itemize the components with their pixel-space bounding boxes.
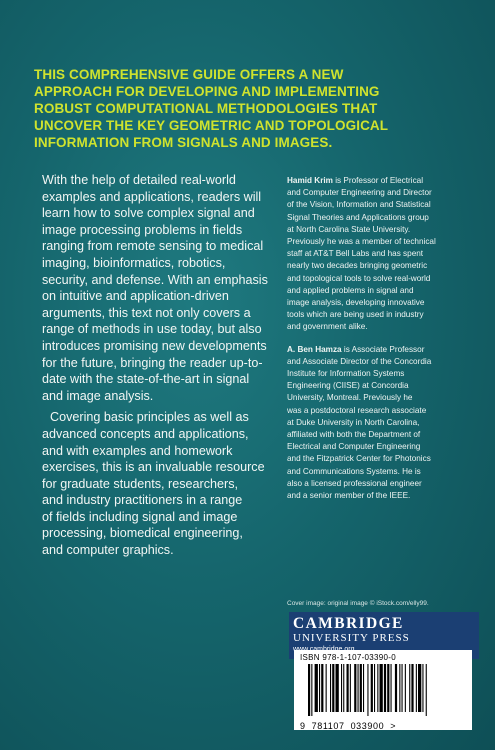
blurb	[34, 66, 474, 151]
barcode-bar	[426, 664, 427, 716]
barcode-bar	[343, 664, 344, 712]
barcode-bar	[377, 664, 378, 712]
blurb-line: THIS COMPREHENSIVE GUIDE OFFERS A NEW	[34, 67, 344, 82]
text-line: and industry practitioners in a range	[42, 493, 243, 508]
barcode-bar	[411, 664, 413, 712]
text-line: for graduate students, researchers,	[42, 476, 239, 491]
cover-credit: Cover image: original image © iStock.com/elly99.	[287, 600, 429, 607]
text-line: learn how to solve complex signal and	[42, 206, 255, 221]
barcode	[300, 664, 466, 731]
bio-line: and a senior member of the IEEE.	[287, 491, 411, 501]
bio-line: at Duke University in North Carolina,	[287, 417, 420, 427]
blurb-line: INFORMATION FROM SIGNALS AND IMAGES.	[34, 135, 333, 150]
barcode-digit-group2: 033900	[350, 721, 385, 731]
bio-line: Signal Theories and Applications group	[287, 212, 429, 222]
bio-line: and the Fitzpatrick Center for Photonics	[287, 454, 431, 464]
bio-line: image analysis, developing innovative	[287, 298, 425, 308]
barcode-bar	[418, 664, 421, 712]
text-line: processing, biomedical engineering,	[42, 526, 243, 541]
barcode-bar	[315, 664, 318, 712]
text-line: ranging from remote sensing to medical	[42, 239, 264, 254]
text-line: examples and applications, readers will	[42, 189, 262, 204]
description	[42, 172, 272, 559]
barcode-bar	[367, 664, 368, 716]
barcode-bar	[395, 664, 397, 712]
author-name: Hamid Krim	[287, 176, 333, 185]
author-bio-2	[287, 344, 475, 503]
text-line: Covering basic principles as well as	[50, 410, 249, 425]
barcode-bar	[350, 664, 351, 712]
barcode-bar	[374, 664, 375, 712]
bio-line: Institute for Information Systems	[287, 369, 405, 379]
text-line: on intuitive and application-driven	[42, 289, 229, 304]
barcode-bar	[358, 664, 359, 712]
text-line: imaging, bioinformatics, robotics,	[42, 255, 226, 270]
barcode-bar	[409, 664, 410, 712]
bio-line: and topological tools to solve real-world	[287, 273, 431, 283]
barcode-bars	[300, 664, 466, 716]
text-line: for the future, bringing the reader up-to-	[42, 355, 263, 370]
barcode-bar	[347, 664, 349, 712]
text-line: arguments, this text not only covers a	[42, 305, 251, 320]
barcode-digit-group1: 781107	[311, 721, 345, 731]
barcode-bar	[399, 664, 400, 712]
bio-line: and applied problems in signal and	[287, 285, 414, 295]
text-line: and image analysis.	[42, 388, 154, 403]
text-line: image processing problems in fields	[42, 222, 243, 237]
bio-line: and Computer Engineering and Director	[287, 188, 432, 198]
text-line: date with the state-of-the-art in signal	[42, 372, 250, 387]
bio-line: and Associate Director of the Concordia	[287, 356, 432, 366]
barcode-bar	[354, 664, 356, 712]
bio-line: affiliated with both the Department of	[287, 430, 421, 440]
bio-line: Engineering (CIISE) at Concordia	[287, 381, 409, 391]
barcode-bar	[341, 664, 342, 712]
isbn-label: ISBN 978-1-107-03390-0	[300, 653, 396, 662]
author-bio-1	[287, 175, 475, 334]
barcode-digits	[300, 721, 466, 731]
barcode-digit-first: 9	[300, 721, 306, 731]
bio-line: at North Carolina State University.	[287, 224, 411, 234]
blurb-line: UNCOVER THE KEY GEOMETRIC AND TOPOLOGICAL	[34, 118, 389, 133]
bio-line: is Professor of Electrical	[332, 176, 424, 185]
barcode-bar	[391, 664, 392, 712]
barcode-bar	[332, 664, 334, 712]
barcode-bar	[402, 664, 403, 712]
text-line: exercises, this is an invaluable resource	[42, 460, 265, 475]
publisher-name: CAMBRIDGE	[293, 615, 404, 632]
bio-line: and government alike.	[287, 322, 368, 332]
barcode-bar	[416, 664, 417, 712]
barcode-bar	[336, 664, 339, 712]
barcode-bar	[384, 664, 386, 712]
barcode-bar	[308, 664, 310, 716]
barcode-bar	[321, 664, 323, 712]
barcode-bar	[360, 664, 362, 712]
barcode-bar	[380, 664, 383, 712]
description-paragraph-2	[42, 409, 272, 558]
barcode-bar	[371, 664, 373, 712]
bio-line: and Communications Systems. He is	[287, 466, 421, 476]
bio-line: University, Montreal. Previously he	[287, 393, 413, 403]
blurb-line: APPROACH FOR DEVELOPING AND IMPLEMENTING	[34, 84, 380, 99]
text-line: range of methods in use today, but also	[42, 322, 262, 337]
bio-line: Electrical and Computer Engineering	[287, 442, 421, 452]
publisher-press: UNIVERSITY PRESS	[293, 632, 410, 644]
barcode-bar	[311, 664, 312, 716]
blurb-line: ROBUST COMPUTATIONAL METHODOLOGIES THAT	[34, 101, 378, 116]
barcode-bar	[330, 664, 331, 712]
text-line: and computer graphics.	[42, 543, 174, 558]
barcode-bar	[387, 664, 389, 712]
barcode-addon: >	[390, 721, 397, 731]
barcode-bar	[422, 664, 423, 712]
barcode-bar	[326, 664, 327, 712]
author-bios	[287, 175, 475, 502]
bio-line: staff at AT&T Bell Labs and has spent	[287, 249, 424, 259]
bio-line: of the Vision, Information and Statistical	[287, 200, 431, 210]
bio-line: is Associate Professor	[341, 344, 425, 354]
text-line: security, and defense. With an emphasis	[42, 272, 268, 287]
text-line: introduces promising new developments	[42, 338, 267, 353]
bio-line: nearly two decades bringing geometric	[287, 261, 428, 271]
isbn-barcode-box	[294, 650, 472, 730]
barcode-bar	[319, 664, 320, 712]
bio-line: tools which are being used in industry	[287, 310, 424, 320]
author-name: A. Ben Hamza	[287, 344, 342, 354]
description-paragraph-1	[42, 172, 272, 404]
text-line: advanced concepts and applications,	[42, 426, 249, 441]
text-line: of fields including signal and image	[42, 509, 238, 524]
barcode-bar	[405, 664, 406, 712]
bio-line: also a licensed professional engineer	[287, 478, 422, 488]
bio-line: Previously he was a member of technical	[287, 237, 436, 247]
bio-line: was a postdoctoral research associate	[287, 405, 427, 415]
text-line: and with examples and homework	[42, 443, 233, 458]
barcode-bar	[363, 664, 364, 712]
text-line: With the help of detailed real-world	[42, 173, 236, 187]
